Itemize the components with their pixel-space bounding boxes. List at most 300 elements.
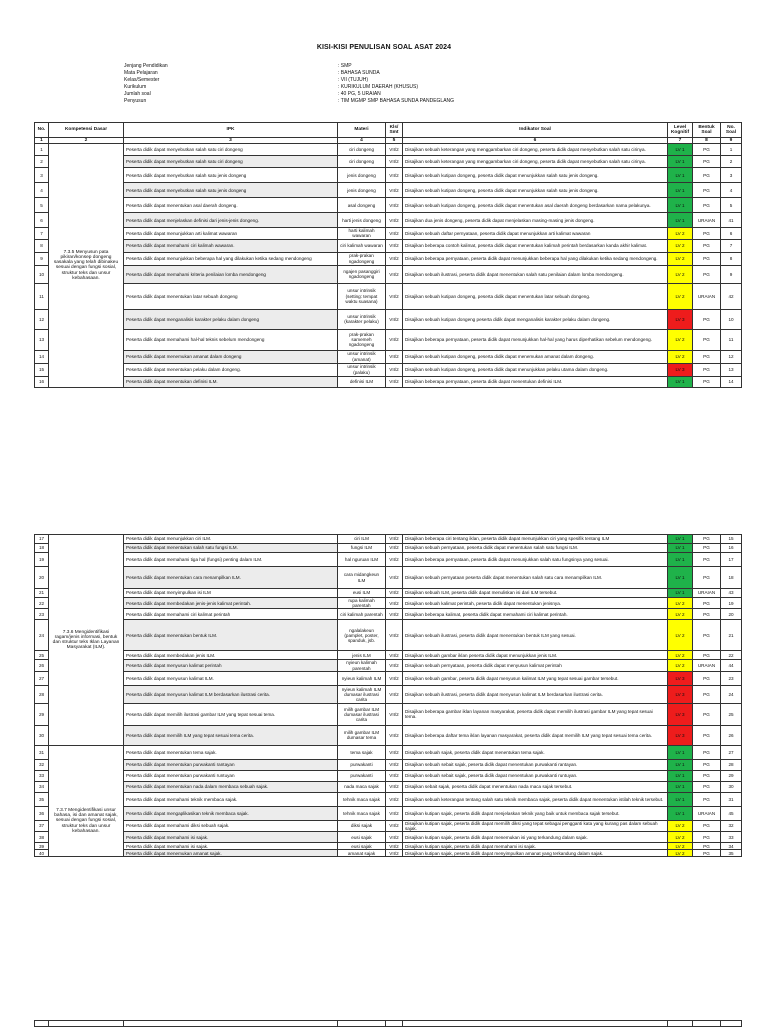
indikator-soal-cell: Disajikan sebuah gambar iklan peserta didik dapat menunjukkan jenis ILM. bbox=[403, 651, 668, 660]
level-kognitif-badge: LV 1 bbox=[668, 183, 693, 198]
indikator-soal-cell: Disajikan sebuah kalimat perintah, peserta didik dapat menentukan jenisnya. bbox=[403, 598, 668, 609]
row-number: 6 bbox=[35, 213, 49, 228]
kelas-semester-cell: VII/2 bbox=[386, 252, 403, 265]
header-ipk: IPK bbox=[124, 123, 338, 138]
indikator-soal-cell: Disajikan sebuah ilustrasi, peserta didik dapat menentukan salah satu penilaian dalam lomba mendongeng. bbox=[403, 265, 668, 283]
ipk-cell: Peserta didik dapat memahami diksi sebuah sajak. bbox=[124, 820, 338, 831]
materi-cell: nyieun kalimah ILM bbox=[338, 671, 386, 685]
kelas-semester-cell: VII/2 bbox=[386, 567, 403, 589]
table-row bbox=[35, 843, 742, 850]
kelas-semester-cell: VII/2 bbox=[386, 770, 403, 781]
indikator-soal-cell: Disajikan sebuah kutipan dongeng, peserta didik dapat menentukan latar sebuah dongeng. bbox=[403, 283, 668, 309]
ipk-cell: Peserta didik dapat menunjukkan ciri ILM. bbox=[124, 535, 338, 544]
table-row bbox=[35, 806, 742, 820]
kelas-semester-cell: VII/2 bbox=[386, 544, 403, 553]
nomor-soal-cell: 12 bbox=[721, 350, 742, 363]
indikator-soal-cell: Disajikan sebuah ilustrasi, peserta didik dapat menyusun kalimat ILM berdasarkan ilustrasi cerita. bbox=[403, 685, 668, 703]
nomor-soal-cell: 13 bbox=[721, 363, 742, 376]
kompetensi-dasar-cell: 7.3.5 Menyusun pata pikiran/konsep dongeng sasakala yang telah dibinakeu sesuai dengan fungsi sosial, struktur teks dan unsur kebahasaan. bbox=[49, 144, 124, 387]
bentuk-soal-cell: PG bbox=[693, 239, 721, 252]
header-kelas-semester: Kls/ Smt bbox=[386, 123, 403, 138]
kelas-semester-cell: VII/2 bbox=[386, 660, 403, 671]
kelas-semester-cell: VII/2 bbox=[386, 703, 403, 725]
table-row bbox=[35, 183, 742, 198]
bentuk-soal-cell: PG bbox=[693, 770, 721, 781]
bentuk-soal-cell: PG bbox=[693, 820, 721, 831]
indikator-soal-cell: Disajikan sebuah kutipan dongeng, peserta didik dapat menunjukkan salah satu jenis dongeng. bbox=[403, 183, 668, 198]
level-kognitif-badge: LV 2 bbox=[668, 265, 693, 283]
header-indikator-soal: Indikator Soal bbox=[403, 123, 668, 138]
column-number: 3 bbox=[124, 138, 338, 144]
materi-cell: eusi sajak bbox=[338, 832, 386, 843]
meta-row bbox=[124, 98, 454, 105]
materi-cell: eusi ILM bbox=[338, 589, 386, 598]
table-row bbox=[35, 168, 742, 183]
kelas-semester-cell: VII/2 bbox=[386, 671, 403, 685]
nomor-soal-cell: 26 bbox=[721, 725, 742, 745]
table-row bbox=[35, 239, 742, 252]
ipk-cell: Peserta didik dapat menyebutkan salah satu ciri dongeng bbox=[124, 144, 338, 156]
row-number: 38 bbox=[35, 832, 49, 843]
table-row bbox=[35, 770, 742, 781]
level-kognitif-badge: LV 2 bbox=[668, 329, 693, 350]
document-title: KISI-KISI PENULISAN SOAL ASAT 2024 bbox=[316, 44, 452, 51]
ipk-cell: Peserta didik dapat memilih ilustrasi gambar ILM yang tepat sesuai tema. bbox=[124, 703, 338, 725]
nomor-soal-cell: 22 bbox=[721, 651, 742, 660]
indikator-soal-cell: Disajikan kutipan sajak, peserta didik dapat menjelaskan teknik yang baik untuk membaca sajak tersebut. bbox=[403, 806, 668, 820]
meta-value: : KURIKULUM DAERAH (KHUSUS) bbox=[338, 84, 419, 91]
nomor-soal-cell: 18 bbox=[721, 567, 742, 589]
nomor-soal-cell: 29 bbox=[721, 770, 742, 781]
kelas-semester-cell: VII/2 bbox=[386, 183, 403, 198]
level-kognitif-badge: LV 1 bbox=[668, 144, 693, 156]
nomor-soal-cell: 7 bbox=[721, 239, 742, 252]
ipk-cell: Peserta didik dapat memahami isi sajak. bbox=[124, 843, 338, 850]
level-kognitif-badge: LV 2 bbox=[668, 283, 693, 309]
row-number: 24 bbox=[35, 620, 49, 651]
kelas-semester-cell: VII/2 bbox=[386, 144, 403, 156]
table-row bbox=[35, 792, 742, 806]
row-number: 21 bbox=[35, 589, 49, 598]
meta-label: Kurikulum bbox=[124, 84, 147, 91]
level-kognitif-badge: LV 1 bbox=[668, 156, 693, 168]
nomor-soal-cell: 20 bbox=[721, 609, 742, 620]
bentuk-soal-cell: PG bbox=[693, 363, 721, 376]
indikator-soal-cell: Disajikan sebuah sebait sajak, peserta didik dapat menentukan purwakanti runtuyan. bbox=[403, 770, 668, 781]
bentuk-soal-cell: PG bbox=[693, 703, 721, 725]
row-number: 1 bbox=[35, 144, 49, 156]
level-kognitif-badge: LV 1 bbox=[668, 567, 693, 589]
indikator-soal-cell: Disajikan sebuah sebait sajak, peserta didik dapat menentukan purwakanti rantayan. bbox=[403, 759, 668, 770]
kelas-semester-cell: VII/2 bbox=[386, 553, 403, 567]
materi-cell: definisi ILM bbox=[338, 376, 386, 387]
ipk-cell: Peserta didik dapat menyusun kalimat ILM berdasarkan ilustrasi cerita. bbox=[124, 685, 338, 703]
row-number: 14 bbox=[35, 350, 49, 363]
meta-row bbox=[124, 91, 454, 98]
materi-cell: rupa kalimah parentah bbox=[338, 598, 386, 609]
ipk-cell: Peserta didik dapat menentukan nada dalam membaca sebuah sajak. bbox=[124, 781, 338, 792]
table-row bbox=[35, 671, 742, 685]
materi-cell: ngajen pasanggiri ngadongeng bbox=[338, 265, 386, 283]
column-number: 7 bbox=[668, 138, 693, 144]
level-kognitif-badge: LV 3 bbox=[668, 363, 693, 376]
kelas-semester-cell: VII/2 bbox=[386, 725, 403, 745]
materi-cell: unsur intrinsik (palaku) bbox=[338, 363, 386, 376]
row-number: 2 bbox=[35, 156, 49, 168]
ipk-cell: Peserta didik dapat menentukan tema sajak. bbox=[124, 745, 338, 759]
nomor-soal-cell: 1 bbox=[721, 144, 742, 156]
level-kognitif-badge: LV 1 bbox=[668, 553, 693, 567]
table-row bbox=[35, 781, 742, 792]
kelas-semester-cell: VII/2 bbox=[386, 198, 403, 213]
column-number: 2 bbox=[49, 138, 124, 144]
ipk-cell: Peserta didik dapat memahami kriteria penilaian lomba mendongeng bbox=[124, 265, 338, 283]
row-number: 7 bbox=[35, 228, 49, 239]
kelas-semester-cell: VII/2 bbox=[386, 759, 403, 770]
kelas-semester-cell: VII/2 bbox=[386, 350, 403, 363]
kelas-semester-cell: VII/2 bbox=[386, 745, 403, 759]
indikator-soal-cell: Disajikan beberapa gambar iklan layanan masyarakat, peserta didik dapat memilih ilustrasi gambar ILM yang tepat sesuai tema. bbox=[403, 703, 668, 725]
bentuk-soal-cell: PG bbox=[693, 567, 721, 589]
meta-value: : BAHASA SUNDA bbox=[338, 70, 380, 77]
row-number: 16 bbox=[35, 376, 49, 387]
bentuk-soal-cell: URAIAN bbox=[693, 213, 721, 228]
row-number: 25 bbox=[35, 651, 49, 660]
row-number: 27 bbox=[35, 671, 49, 685]
ipk-cell: Peserta didik dapat membedakan jenis ILM. bbox=[124, 651, 338, 660]
table-row bbox=[35, 685, 742, 703]
bentuk-soal-cell: PG bbox=[693, 843, 721, 850]
table-row bbox=[35, 832, 742, 843]
meta-label: Kelas/Semester bbox=[124, 77, 160, 84]
table-row bbox=[35, 329, 742, 350]
indikator-soal-cell: Disajikan beberapa pernyataan, peserta didik dapat menunjukkan beberapa hal yang dilakukan ketika sedang mendongeng. bbox=[403, 252, 668, 265]
header-level-kognitif: Level Kognitif bbox=[668, 123, 693, 138]
row-number: 35 bbox=[35, 792, 49, 806]
kelas-semester-cell: VII/2 bbox=[386, 792, 403, 806]
bentuk-soal-cell: PG bbox=[693, 745, 721, 759]
ipk-cell: Peserta didik dapat menemukan amanat dalam dongeng bbox=[124, 350, 338, 363]
table-row bbox=[35, 144, 742, 156]
ipk-cell: Peserta didik dapat menentukan pelaku dalam dongeng. bbox=[124, 363, 338, 376]
ipk-cell: Peserta didik dapat membedakan jenis-jenis kalimat perintah. bbox=[124, 598, 338, 609]
materi-cell: amanat sajak bbox=[338, 850, 386, 857]
materi-cell: tema sajak bbox=[338, 745, 386, 759]
nomor-soal-cell: 9 bbox=[721, 265, 742, 283]
indikator-soal-cell: Disajikan sebuah kutipan dongeng, peserta didik dapat menunjukkan salah satu jenis dongeng. bbox=[403, 168, 668, 183]
bentuk-soal-cell: PG bbox=[693, 198, 721, 213]
kelas-semester-cell: VII/2 bbox=[386, 651, 403, 660]
nomor-soal-cell: 4 bbox=[721, 183, 742, 198]
nomor-soal-cell: 8 bbox=[721, 252, 742, 265]
row-number: 17 bbox=[35, 535, 49, 544]
column-number: 6 bbox=[403, 138, 668, 144]
ipk-cell: Peserta didik dapat menyusun kalimat perintah bbox=[124, 660, 338, 671]
meta-value: : VII (TUJUH) bbox=[338, 77, 368, 84]
ipk-cell: Peserta didik dapat menentukan purwakanti rantayan bbox=[124, 759, 338, 770]
ipk-cell: Peserta didik dapat menentukan latar sebuah dongeng bbox=[124, 283, 338, 309]
bentuk-soal-cell: PG bbox=[693, 252, 721, 265]
meta-row bbox=[124, 70, 454, 77]
kelas-semester-cell: VII/2 bbox=[386, 535, 403, 544]
nomor-soal-cell: 25 bbox=[721, 703, 742, 725]
table-row bbox=[35, 609, 742, 620]
meta-label: Jumlah soal bbox=[124, 91, 151, 98]
row-number: 4 bbox=[35, 183, 49, 198]
materi-cell: ngalalakeun (pamplet, poster, spanduk, jsb. bbox=[338, 620, 386, 651]
ipk-cell: Peserta didik dapat memilih ILM yang tepat sesuai tema cerita. bbox=[124, 725, 338, 745]
materi-cell: purwakanti bbox=[338, 770, 386, 781]
materi-cell: ciri dongeng bbox=[338, 156, 386, 168]
ipk-cell: Peserta didik dapat memahami teknik membaca sajak. bbox=[124, 792, 338, 806]
indikator-soal-cell: Disajikan beberapa pernyataan, peserta didik dapat menunjukkan hal-hal yang harus diperhatikan sebelum mendongeng. bbox=[403, 329, 668, 350]
level-kognitif-badge: LV 1 bbox=[668, 198, 693, 213]
header-no: No. bbox=[35, 123, 49, 138]
materi-cell: hal nguruan ILM bbox=[338, 553, 386, 567]
kelas-semester-cell: VII/2 bbox=[386, 843, 403, 850]
bentuk-soal-cell: PG bbox=[693, 265, 721, 283]
kelas-semester-cell: VII/2 bbox=[386, 309, 403, 329]
indikator-soal-cell: Disajikan dua jenis dongeng, peserta didik dapat menjelaskan masing-masing jenis dongeng. bbox=[403, 213, 668, 228]
row-number: 9 bbox=[35, 252, 49, 265]
kelas-semester-cell: VII/2 bbox=[386, 820, 403, 831]
nomor-soal-cell: 6 bbox=[721, 228, 742, 239]
indikator-soal-cell: Disajikan sebuah pernyataan, peserta didik dapat menentukan salah satu fungsi ILM. bbox=[403, 544, 668, 553]
indikator-soal-cell: Disajikan sebuah kutipan dongeng, peserta didik dapat menunjukkan pelaku utama dalam dongeng. bbox=[403, 363, 668, 376]
nomor-soal-cell: 21 bbox=[721, 620, 742, 651]
bentuk-soal-cell: PG bbox=[693, 309, 721, 329]
table-row bbox=[35, 213, 742, 228]
indikator-soal-cell: Disajikan sebuah ilustrasi, peserta didik dapat menentukan bentuk ILM yang sesuai. bbox=[403, 620, 668, 651]
ipk-cell: Peserta didik dapat mengaplikasikan teknik membaca sajak. bbox=[124, 806, 338, 820]
meta-label: Jenjang Pendidikan bbox=[124, 63, 168, 69]
row-number: 31 bbox=[35, 745, 49, 759]
table-row bbox=[35, 198, 742, 213]
indikator-soal-cell: Disajikan sebuah sajak, peserta didik dapat menentukan tema sajak. bbox=[403, 745, 668, 759]
table-row bbox=[35, 651, 742, 660]
header-bentuk-soal: Bentuk Soal bbox=[693, 123, 721, 138]
level-kognitif-badge: LV 3 bbox=[668, 703, 693, 725]
nomor-soal-cell: 34 bbox=[721, 843, 742, 850]
kelas-semester-cell: VII/2 bbox=[386, 832, 403, 843]
table-row bbox=[35, 567, 742, 589]
kelas-semester-cell: VII/2 bbox=[386, 156, 403, 168]
level-kognitif-badge: LV 1 bbox=[668, 781, 693, 792]
indikator-soal-cell: Disajikan sebuah daftar pernyataan, peserta didik dapat menunjukkan arti kalimat wawaran bbox=[403, 228, 668, 239]
table-row bbox=[35, 283, 742, 309]
table-row bbox=[35, 850, 742, 857]
materi-cell: ciri ILM bbox=[338, 535, 386, 544]
ipk-cell: Peserta didik dapat menentukan salah satu fungsi ILM. bbox=[124, 544, 338, 553]
row-number: 37 bbox=[35, 820, 49, 831]
bentuk-soal-cell: PG bbox=[693, 781, 721, 792]
nomor-soal-cell: 31 bbox=[721, 792, 742, 806]
materi-cell: milih gambar ILM dumasar tema bbox=[338, 725, 386, 745]
level-kognitif-badge: LV 1 bbox=[668, 544, 693, 553]
level-kognitif-badge: LV 3 bbox=[668, 725, 693, 745]
table-row bbox=[35, 703, 742, 725]
ipk-cell: Peserta didik dapat menganalisis karakter pelaku dalam dongeng bbox=[124, 309, 338, 329]
bentuk-soal-cell: PG bbox=[693, 156, 721, 168]
level-kognitif-badge: LV 3 bbox=[668, 685, 693, 703]
materi-cell: unsur intrinsik (karakter pelaku) bbox=[338, 309, 386, 329]
materi-cell: diksi sajak bbox=[338, 820, 386, 831]
level-kognitif-badge: LV 1 bbox=[668, 770, 693, 781]
materi-cell: jenis dongeng bbox=[338, 183, 386, 198]
table-row bbox=[35, 309, 742, 329]
materi-cell: milih gambar ILM dumasar ilustrasi carita bbox=[338, 703, 386, 725]
row-number: 22 bbox=[35, 598, 49, 609]
nomor-soal-cell: 45 bbox=[721, 806, 742, 820]
indikator-soal-cell: Disajikan sebuah ILM, peserta didik dapat menuliskan isi dari ILM tersebut. bbox=[403, 589, 668, 598]
ipk-cell: Peserta didik dapat menyimpulkan isi ILM bbox=[124, 589, 338, 598]
meta-value: : 40 PG, 5 URAIAN bbox=[338, 91, 381, 98]
level-kognitif-badge: LV 1 bbox=[668, 759, 693, 770]
table-row bbox=[35, 589, 742, 598]
level-kognitif-badge: LV 1 bbox=[668, 806, 693, 820]
nomor-soal-cell: 3 bbox=[721, 168, 742, 183]
materi-cell: tehnik maca sajak bbox=[338, 806, 386, 820]
level-kognitif-badge: LV 3 bbox=[668, 671, 693, 685]
materi-cell: prak-prakan ngadongeng bbox=[338, 252, 386, 265]
indikator-soal-cell: Disajikan sebuah kutipan dongeng, peserta didik dapat menentukan asal daerah dongeng berdasarkan nama pelakunya. bbox=[403, 198, 668, 213]
kelas-semester-cell: VII/2 bbox=[386, 806, 403, 820]
row-number: 28 bbox=[35, 685, 49, 703]
indikator-soal-cell: Disajikan kutipan sajak, peserta didik dapat menyimpulkan amanat yang terkandung dalam sajak. bbox=[403, 850, 668, 857]
level-kognitif-badge: LV 1 bbox=[668, 589, 693, 598]
row-number: 8 bbox=[35, 239, 49, 252]
row-number: 39 bbox=[35, 843, 49, 850]
row-number: 36 bbox=[35, 806, 49, 820]
bentuk-soal-cell: URAIAN bbox=[693, 283, 721, 309]
meta-label: Mata Pelajaran bbox=[124, 70, 158, 77]
indikator-soal-cell: Disajikan sebuah keterangan tentang salah satu teknik membaca sajak, peserta didik dapat menentukan istilah teknik tersebut. bbox=[403, 792, 668, 806]
materi-cell: cara midangkeun ILM bbox=[338, 567, 386, 589]
level-kognitif-badge: LV 2 bbox=[668, 843, 693, 850]
row-number: 40 bbox=[35, 850, 49, 857]
kompetensi-dasar-cell: 7.3.7 Mengidentifikasi unsur bahasa, isi dan amanat sajak, sesuai dengan fungsi sosial, struktur teks dan unsur kebahasaan. bbox=[49, 745, 124, 856]
bentuk-soal-cell: PG bbox=[693, 609, 721, 620]
kompetensi-dasar-cell: 7.3.6 Mengidentifikasi ragam/jenis informasi, bentuk dan struktur teks Iklan Layanan Masyarakat (ILM). bbox=[49, 535, 124, 746]
materi-cell: ciri kalimah parentah bbox=[338, 609, 386, 620]
nomor-soal-cell: 11 bbox=[721, 329, 742, 350]
indikator-soal-cell: Disajikan sebuah pernyataan, peserta didik dapat menyusun kalimat perintah bbox=[403, 660, 668, 671]
indikator-soal-cell: Disajikan beberapa ciri tentang iklan, peserta didik dapat menunjukkan ciri yang spesifik tentang ILM bbox=[403, 535, 668, 544]
nomor-soal-cell: 41 bbox=[721, 213, 742, 228]
ipk-cell: Peserta didik dapat menemukan amanat sajak. bbox=[124, 850, 338, 857]
kelas-semester-cell: VII/2 bbox=[386, 239, 403, 252]
indikator-soal-cell: Disajikan beberapa daftar tema iklan layanan masyarakat, peserta didik dapat memilih ILM yang tepat sesuai tema cerita. bbox=[403, 725, 668, 745]
column-number: 8 bbox=[693, 138, 721, 144]
level-kognitif-badge: LV 2 bbox=[668, 598, 693, 609]
indikator-soal-cell: Disajikan sebuah keterangan yang menggambarkan ciri dongeng, peserta didik dapat menyebutkan salah satu cirinya. bbox=[403, 156, 668, 168]
materi-cell: tehnik maca sajak bbox=[338, 792, 386, 806]
bentuk-soal-cell: PG bbox=[693, 544, 721, 553]
header-materi: Materi bbox=[338, 123, 386, 138]
nomor-soal-cell: 10 bbox=[721, 309, 742, 329]
ipk-cell: Peserta didik dapat menyebutkan salah satu jenis dongeng bbox=[124, 183, 338, 198]
table-row bbox=[35, 265, 742, 283]
row-number: 30 bbox=[35, 725, 49, 745]
level-kognitif-badge: LV 2 bbox=[668, 239, 693, 252]
table-row bbox=[35, 759, 742, 770]
level-kognitif-badge: LV 2 bbox=[668, 609, 693, 620]
materi-cell: nyieun kalimah parentah bbox=[338, 660, 386, 671]
ipk-cell: Peserta didik dapat menyebutkan salah satu jenis dongeng bbox=[124, 168, 338, 183]
level-kognitif-badge: LV 1 bbox=[668, 213, 693, 228]
materi-cell: unsur intrinsik (amanat) bbox=[338, 350, 386, 363]
bentuk-soal-cell: URAIAN bbox=[693, 589, 721, 598]
bentuk-soal-cell: PG bbox=[693, 598, 721, 609]
row-number: 18 bbox=[35, 544, 49, 553]
ipk-cell: Peserta didik dapat memahami ciri kalimah wawaran. bbox=[124, 239, 338, 252]
meta-row bbox=[124, 63, 454, 70]
ipk-cell: Peserta didik dapat memahami isi sajak. bbox=[124, 832, 338, 843]
kelas-semester-cell: VII/2 bbox=[386, 609, 403, 620]
level-kognitif-badge: LV 2 bbox=[668, 350, 693, 363]
table-row bbox=[35, 376, 742, 387]
ipk-cell: Peserta didik dapat memahami hal-hal teknis sebelum mendongeng bbox=[124, 329, 338, 350]
row-number: 32 bbox=[35, 759, 49, 770]
level-kognitif-badge: LV 2 bbox=[668, 832, 693, 843]
table-row bbox=[35, 598, 742, 609]
row-number: 20 bbox=[35, 567, 49, 589]
bentuk-soal-cell: PG bbox=[693, 329, 721, 350]
ipk-cell: Peserta didik dapat menjelaskan definisi dari jenis-jenis dongeng. bbox=[124, 213, 338, 228]
materi-cell: jenis ILM bbox=[338, 651, 386, 660]
nomor-soal-cell: 19 bbox=[721, 598, 742, 609]
nomor-soal-cell: 2 bbox=[721, 156, 742, 168]
kelas-semester-cell: VII/2 bbox=[386, 329, 403, 350]
bentuk-soal-cell: PG bbox=[693, 376, 721, 387]
kelas-semester-cell: VII/2 bbox=[386, 598, 403, 609]
bentuk-soal-cell: PG bbox=[693, 792, 721, 806]
nomor-soal-cell: 14 bbox=[721, 376, 742, 387]
materi-cell: unsur intrinsik (setting: tempat waktu suasana) bbox=[338, 283, 386, 309]
row-number: 5 bbox=[35, 198, 49, 213]
nomor-soal-cell: 15 bbox=[721, 535, 742, 544]
bentuk-soal-cell: PG bbox=[693, 535, 721, 544]
ipk-cell: Peserta didik dapat menentukan bentuk ILM. bbox=[124, 620, 338, 651]
kelas-semester-cell: VII/2 bbox=[386, 228, 403, 239]
bentuk-soal-cell: PG bbox=[693, 685, 721, 703]
level-kognitif-badge: LV 2 bbox=[668, 820, 693, 831]
level-kognitif-badge: LV 1 bbox=[668, 792, 693, 806]
indikator-soal-cell: Disajikan sebuah gambar, peserta didik dapat menyusun kalimat ILM yang tepat sesuai gambar tersebut. bbox=[403, 671, 668, 685]
materi-cell: purwakanti bbox=[338, 759, 386, 770]
indikator-soal-cell: Disajikan sebuah keterangan yang menggambarkan ciri dongeng, peserta didik dapat menyebutkan salah satu cirinya. bbox=[403, 144, 668, 156]
kelas-semester-cell: VII/2 bbox=[386, 363, 403, 376]
table-row bbox=[35, 252, 742, 265]
row-number: 15 bbox=[35, 363, 49, 376]
column-number: 9 bbox=[721, 138, 742, 144]
nomor-soal-cell: 44 bbox=[721, 660, 742, 671]
level-kognitif-badge: LV 1 bbox=[668, 168, 693, 183]
row-number: 29 bbox=[35, 703, 49, 725]
bentuk-soal-cell: PG bbox=[693, 553, 721, 567]
indikator-soal-cell: Disajikan kutipan sajak, peserta didik dapat memilih diksi yang tepat sebagai pengganti kata yang kurang pas dalam sebuah sajak. bbox=[403, 820, 668, 831]
ipk-cell: Peserta didik dapat menentukan cara menampilkan ILM. bbox=[124, 567, 338, 589]
materi-cell: nyieun kalimah ILM dumasar ilustrasi carita bbox=[338, 685, 386, 703]
document-meta bbox=[124, 63, 454, 106]
indikator-soal-cell: Disajikan beberapa contoh kalimat, peserta didik dapat menentukan kalimah perintah berdasarkan kanda akhir kalimat. bbox=[403, 239, 668, 252]
bentuk-soal-cell: PG bbox=[693, 759, 721, 770]
level-kognitif-badge: LV 2 bbox=[668, 228, 693, 239]
row-number: 23 bbox=[35, 609, 49, 620]
nomor-soal-cell: 33 bbox=[721, 832, 742, 843]
kelas-semester-cell: VII/2 bbox=[386, 283, 403, 309]
row-number: 11 bbox=[35, 283, 49, 309]
